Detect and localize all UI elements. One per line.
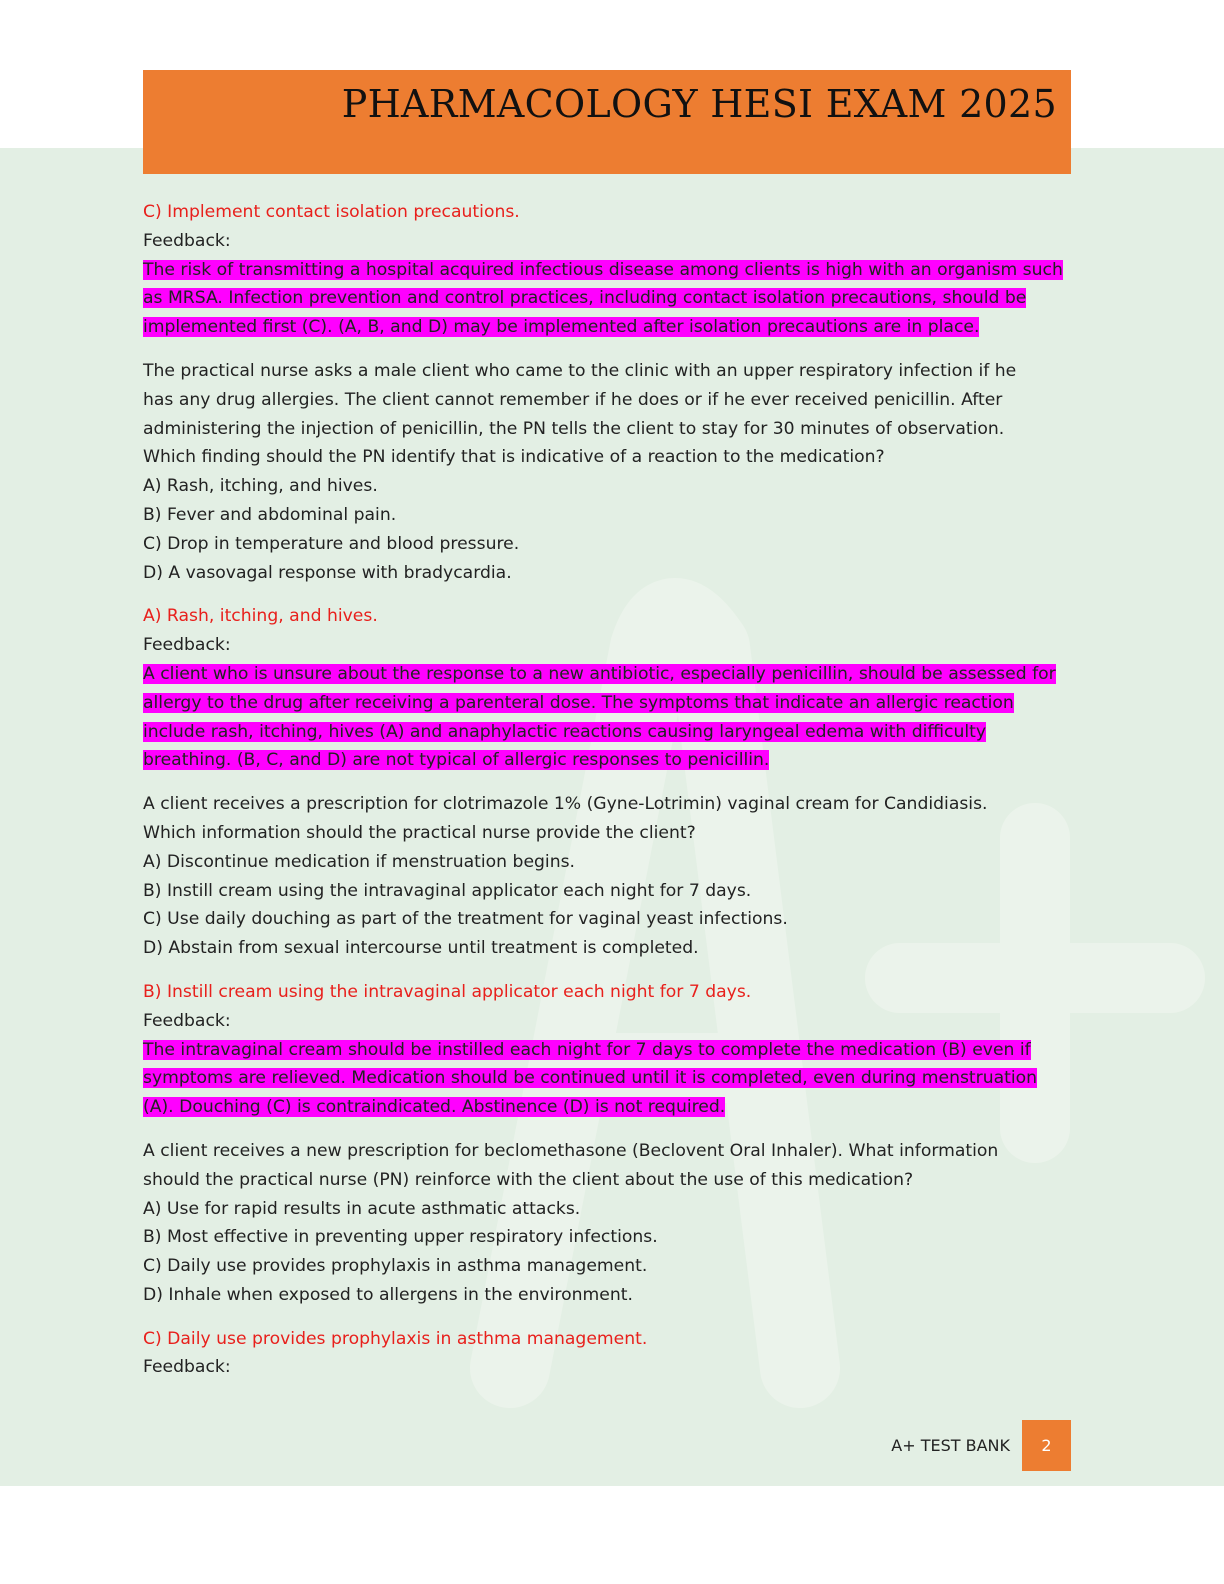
answer-option: C) Use daily douching as part of the treatment for vaginal yeast infections. [143,909,788,930]
feedback-label: Feedback: [143,1357,231,1378]
feedback-label: Feedback: [143,1010,231,1031]
answer-option: A) Discontinue medication if menstruation begins. [143,851,576,872]
correct-answer: C) Implement contact isolation precautions. [143,202,520,222]
question-block-4 [143,1137,1073,1310]
highlighted-feedback: The risk of transmitting a hospital acquired infectious disease among clients is high with an organism such as MRSA. Infection prevention and control practices, including contact isolation precautions, should be implemented first (C). (A, B, and D) may be implemented after isolation precautions are in place. [143,259,1063,338]
feedback-text [143,660,1073,775]
feedback-label: Feedback: [143,635,231,656]
question-stem-line: Which finding should the PN identify that is indicative of a reaction to the medication? [143,447,885,468]
question-stem-line: administering the injection of penicillin, the PN tells the client to stay for 30 minutes of observation. [143,418,1005,439]
feedback-label: Feedback: [143,230,231,251]
feedback-text [143,1036,1073,1122]
answer-block-2 [143,602,1073,775]
question-stem-line: A client receives a new prescription for beclomethasone (Beclovent Oral Inhaler). What information [143,1140,999,1161]
answer-option: D) Inhale when exposed to allergens in the environment. [143,1284,633,1305]
page-number: 2 [1022,1420,1071,1471]
correct-answer: A) Rash, itching, and hives. [143,606,378,627]
answer-option: B) Instill cream using the intravaginal applicator each night for 7 days. [143,880,752,901]
question-stem-line: The practical nurse asks a male client who came to the clinic with an upper respiratory infection if he [143,360,1017,381]
answer-block-4 [143,1325,1073,1383]
answer-option: B) Most effective in preventing upper respiratory infections. [143,1227,658,1248]
highlighted-feedback: The intravaginal cream should be instilled each night for 7 days to complete the medication (B) even if symptoms are relieved. Medication should be continued until it is completed, even during menstruation (A). Douching (C) is contraindicated. Abstinence (D) is not required. [143,1039,1038,1118]
page-footer [891,1420,1071,1471]
answer-block-1 [143,198,1073,342]
answer-option: C) Daily use provides prophylaxis in asthma management. [143,1256,648,1277]
question-stem-line: has any drug allergies. The client cannot remember if he does or if he ever received penicillin. After [143,389,1003,410]
answer-option: C) Drop in temperature and blood pressure. [143,533,520,554]
answer-option: D) A vasovagal response with bradycardia. [143,562,512,583]
feedback-text [143,256,1073,342]
header-bar [143,70,1071,174]
answer-option: B) Fever and abdominal pain. [143,504,397,525]
question-block-2 [143,357,1073,587]
question-stem-line: A client receives a prescription for clotrimazole 1% (Gyne-Lotrimin) vaginal cream for Candidiasis. [143,794,988,815]
answer-option: A) Rash, itching, and hives. [143,476,378,497]
correct-answer: B) Instill cream using the intravaginal applicator each night for 7 days. [143,981,752,1002]
question-stem-line: should the practical nurse (PN) reinforce with the client about the use of this medication? [143,1169,914,1190]
answer-option: A) Use for rapid results in acute asthmatic attacks. [143,1198,581,1219]
answer-option: D) Abstain from sexual intercourse until treatment is completed. [143,938,699,959]
question-stem-line: Which information should the practical nurse provide the client? [143,822,696,843]
question-block-3 [143,790,1073,963]
answer-block-3 [143,978,1073,1122]
highlighted-feedback: A client who is unsure about the response to a new antibiotic, especially penicillin, should be assessed for allergy to the drug after receiving a parenteral dose. The symptoms that indicate an allergic reaction include rash, itching, hives (A) and anaphylactic reactions causing laryngeal edema with difficulty breathing. (B, C, and D) are not typical of allergic responses to penicillin. [143,663,1056,771]
page-title: PHARMACOLOGY HESI EXAM 2025 [341,82,1057,126]
correct-answer: C) Daily use provides prophylaxis in asthma management. [143,1328,648,1349]
footer-label: A+ TEST BANK [891,1436,1010,1455]
document-content [143,198,1073,1382]
